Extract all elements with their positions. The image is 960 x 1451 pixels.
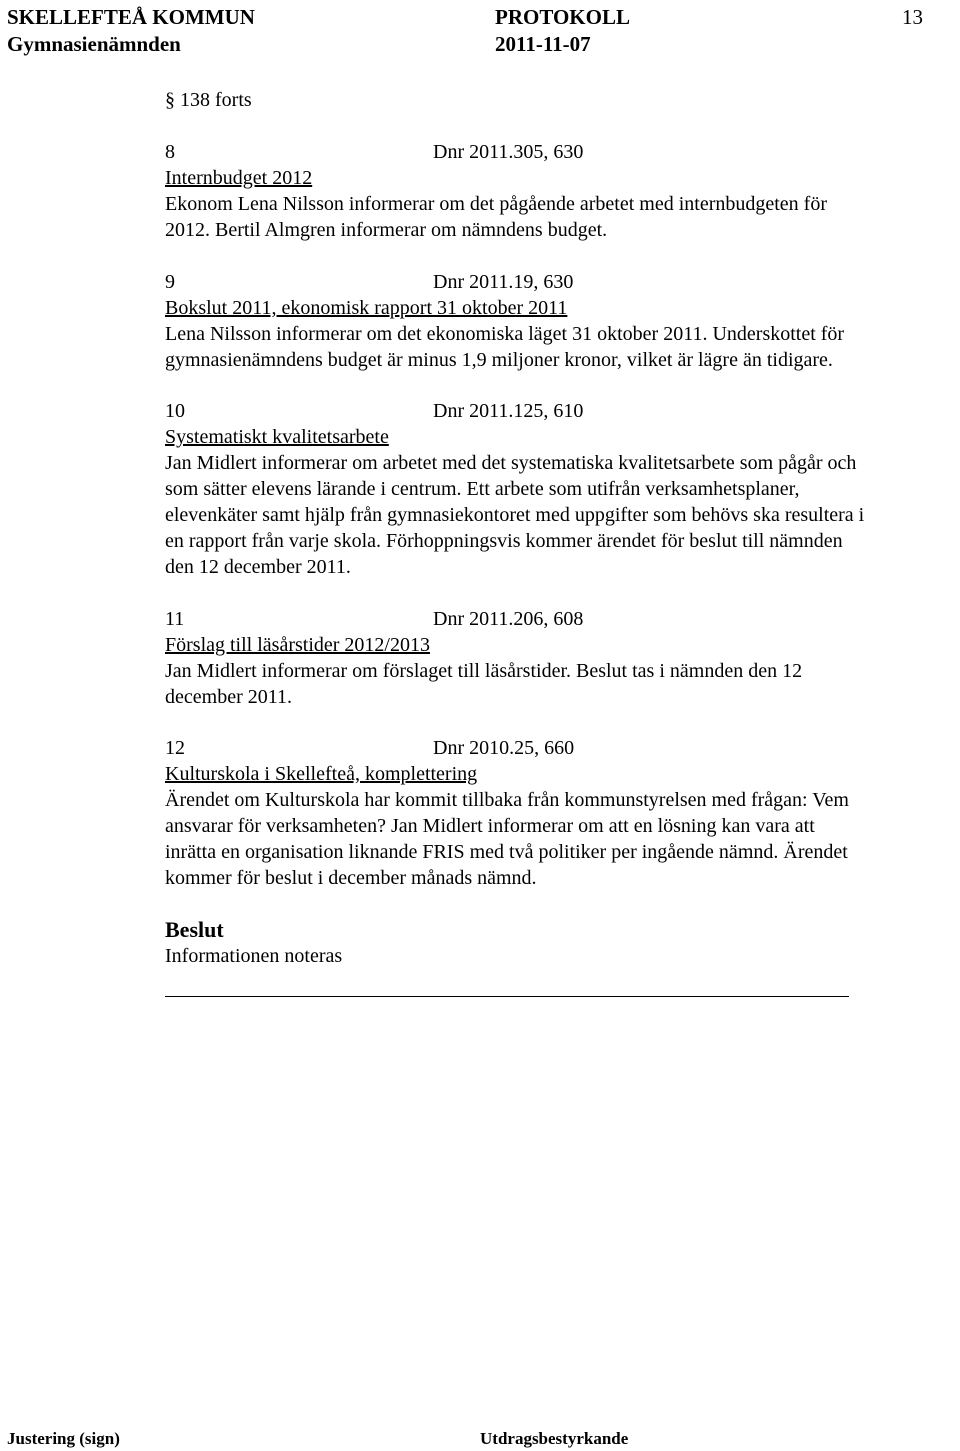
item-header-row: [165, 398, 960, 424]
item-header-row: [165, 606, 960, 632]
section-end-rule: [165, 996, 849, 997]
item-number: 12: [165, 737, 185, 759]
document-type: PROTOKOLL: [495, 5, 630, 29]
meeting-date: 2011-11-07: [495, 32, 591, 56]
item-text-line: Lena Nilsson informerar om det ekonomiska läget 31 oktober 2011. Underskottet för: [165, 323, 845, 345]
item-text-line: Ekonom Lena Nilsson informerar om det pågående arbetet med internbudgeten för: [165, 193, 827, 215]
item-title: Förslag till läsårstider 2012/2013: [165, 634, 430, 656]
item-title: Kulturskola i Skellefteå, komplettering: [165, 763, 478, 785]
agenda-item-12: [165, 735, 960, 891]
footer-utdragsbestyrkande-label: Utdragsbestyrkande: [480, 1429, 629, 1448]
item-header-row: [165, 139, 960, 165]
agenda-item-10: [165, 398, 960, 580]
decision-heading: Beslut: [165, 917, 224, 942]
item-number: 9: [165, 271, 175, 293]
item-title: Internbudget 2012: [165, 167, 313, 189]
municipality-name: SKELLEFTEÅ KOMMUN: [7, 5, 255, 29]
page-number: 13: [902, 5, 923, 29]
item-dnr: Dnr 2011.125, 610: [433, 400, 584, 422]
item-text-line: december 2011.: [165, 686, 292, 708]
item-text-line: som sätter elevens lärande i centrum. Ett arbete som utifrån verksamhetsplaner,: [165, 478, 800, 500]
item-number: 11: [165, 608, 185, 630]
item-text-line: ansvarar för verksamheten? Jan Midlert informerar om att en lösning kan vara att: [165, 815, 815, 837]
item-title: Systematiskt kvalitetsarbete: [165, 426, 389, 448]
item-text-line: 2012. Bertil Almgren informerar om nämndens budget.: [165, 219, 608, 241]
section-continuation: [165, 87, 960, 113]
decision-text: Informationen noteras: [165, 945, 343, 967]
agenda-item-11: [165, 606, 960, 710]
decision-block: [165, 917, 960, 969]
item-text-line: gymnasienämndens budget är minus 1,9 miljoner kronor, vilket är lägre än tidigare.: [165, 349, 833, 371]
item-number: 8: [165, 141, 175, 163]
item-dnr: Dnr 2011.206, 608: [433, 608, 584, 630]
item-text-line: Ärendet om Kulturskola har kommit tillbaka från kommunstyrelsen med frågan: Vem: [165, 789, 849, 811]
item-text-line: Jan Midlert informerar om arbetet med det systematiska kvalitetsarbete som pågår och: [165, 452, 857, 474]
item-title: Bokslut 2011, ekonomisk rapport 31 oktober 2011: [165, 297, 568, 319]
agenda-item-8: [165, 139, 960, 243]
item-number: 10: [165, 400, 185, 422]
item-dnr: Dnr 2011.19, 630: [433, 271, 574, 293]
item-text-line: den 12 december 2011.: [165, 556, 351, 578]
item-text-line: elevenkäter samt hjälp från gymnasiekontoret med uppgifter som behövs ska resultera i: [165, 504, 865, 526]
item-text-line: Jan Midlert informerar om förslaget till läsårstider. Beslut tas i nämnden den 12: [165, 660, 803, 682]
section-continuation-text: § 138 forts: [165, 89, 252, 111]
item-header-row: [165, 269, 960, 295]
item-header-row: [165, 735, 960, 761]
item-text-line: kommer för beslut i december månads nämnd.: [165, 867, 537, 889]
board-name: Gymnasienämnden: [7, 32, 181, 56]
agenda-item-9: [165, 269, 960, 373]
footer-justering-label: Justering (sign): [7, 1429, 120, 1448]
item-dnr: Dnr 2011.305, 630: [433, 141, 584, 163]
item-text-line: en rapport från varje skola. Förhoppningsvis kommer ärendet för beslut till nämnden: [165, 530, 843, 552]
item-text-line: inrätta en organisation liknande FRIS med två politiker per ingående nämnd. Ärendet: [165, 841, 848, 863]
item-dnr: Dnr 2010.25, 660: [433, 737, 575, 759]
